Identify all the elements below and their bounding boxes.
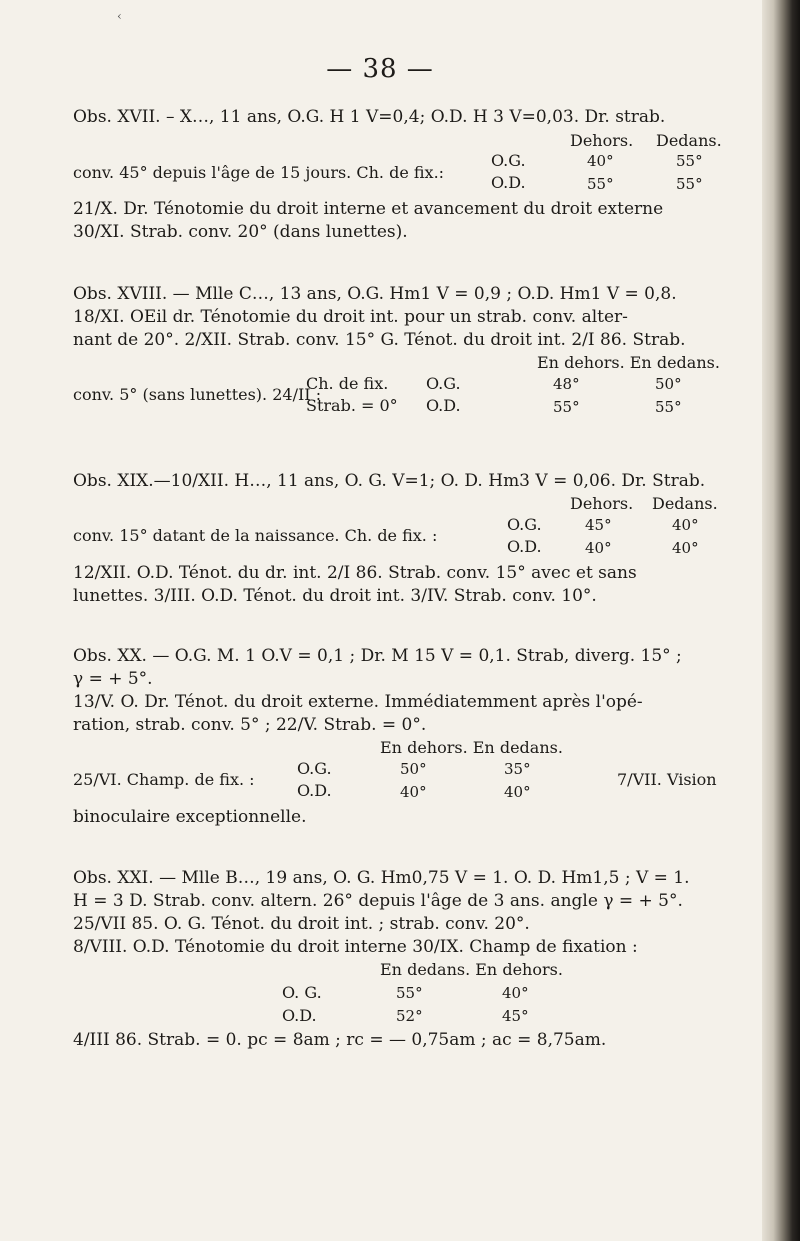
- obs21-line4: 8/VIII. O.D. Ténotomie du droit interne 30/IX. Champ de fixation :: [73, 937, 638, 957]
- obs20-od: O.D.: [297, 781, 332, 800]
- obs19-hdr-dehors: Dehors.: [570, 494, 634, 513]
- obs20-og-dehors: 50°: [400, 760, 427, 778]
- obs20-line2: γ = + 5°.: [73, 669, 153, 689]
- obs17-og-dedans: 55°: [676, 152, 703, 170]
- obs21-line1: Obs. XXI. — Mlle B…, 19 ans, O. G. Hm0,75 V = 1. O. D. Hm1,5 ; V = 1.: [73, 868, 690, 888]
- obs21-og-dehors: 40°: [502, 984, 529, 1002]
- obs18-od-dedans: 55°: [655, 398, 682, 416]
- obs19-od-dedans: 40°: [672, 539, 699, 557]
- obs19-line1: Obs. XIX.—10/XII. H…, 11 ans, O. G. V=1; O. D. Hm3 V = 0,06. Dr. Strab.: [73, 471, 706, 491]
- obs18-og-dehors: 48°: [553, 375, 580, 393]
- obs21-og: O. G.: [282, 983, 322, 1002]
- obs21-line2: H = 3 D. Strab. conv. altern. 26° depuis l'âge de 3 ans. angle γ = + 5°.: [73, 891, 683, 911]
- obs20-after: 7/VII. Vision: [617, 770, 717, 789]
- obs20-date: 25/VI. Champ. de fix. :: [73, 770, 255, 789]
- obs18-og: O.G.: [426, 374, 461, 393]
- obs17-og: O.G.: [491, 151, 526, 170]
- obs21-od: O.D.: [282, 1006, 317, 1025]
- obs17-og-dehors: 40°: [587, 152, 614, 170]
- obs21-line3: 25/VII 85. O. G. Ténot. du droit int. ; strab. conv. 20°.: [73, 914, 530, 934]
- obs19-hdr-dedans: Dedans.: [652, 494, 718, 513]
- obs19-og: O.G.: [507, 515, 542, 534]
- obs19-line5: lunettes. 3/III. O.D. Ténot. du droit int. 3/IV. Strab. conv. 10°.: [73, 586, 597, 606]
- obs17-od-dedans: 55°: [676, 175, 703, 193]
- obs19-od-dehors: 40°: [585, 539, 612, 557]
- obs17-conv: conv. 45° depuis l'âge de 15 jours. Ch. de fix.:: [73, 163, 445, 182]
- obs19-og-dedans: 40°: [672, 516, 699, 534]
- obs20-line1: Obs. XX. — O.G. M. 1 O.V = 0,1 ; Dr. M 15 V = 0,1. Strab, diverg. 15° ;: [73, 646, 682, 666]
- obs17-hdr-dehors: Dehors.: [570, 131, 634, 150]
- obs20-line6: binoculaire exceptionnelle.: [73, 807, 307, 827]
- obs18-strab0: Strab. = 0°: [306, 396, 398, 415]
- obs19-conv: conv. 15° datant de la naissance. Ch. de fix. :: [73, 526, 438, 545]
- book-spine-shadow: [762, 0, 800, 1241]
- obs18-line3: nant de 20°. 2/XII. Strab. conv. 15° G. Ténot. du droit int. 2/I 86. Strab.: [73, 330, 686, 350]
- obs21-line7: 4/III 86. Strab. = 0. pc = 8am ; rc = — 0,75am ; ac = 8,75am.: [73, 1030, 607, 1050]
- obs20-og-dedans: 35°: [504, 760, 531, 778]
- stray-mark: ‹: [117, 9, 122, 23]
- obs19-og-dehors: 45°: [585, 516, 612, 534]
- obs17-line1: Obs. XVII. – X…, 11 ans, O.G. H 1 V=0,4; O.D. H 3 V=0,03. Dr. strab.: [73, 107, 666, 127]
- obs19-od: O.D.: [507, 537, 542, 556]
- obs17-line5: 30/XI. Strab. conv. 20° (dans lunettes).: [73, 222, 408, 242]
- page-number: — 38 —: [326, 54, 434, 84]
- obs17-od: O.D.: [491, 173, 526, 192]
- obs17-line4: 21/X. Dr. Ténotomie du droit interne et avancement du droit externe: [73, 199, 664, 219]
- obs20-od-dehors: 40°: [400, 783, 427, 801]
- obs18-line2: 18/XI. OEil dr. Ténotomie du droit int. pour un strab. conv. alter-: [73, 307, 628, 327]
- obs18-og-dedans: 50°: [655, 375, 682, 393]
- obs20-line4: ration, strab. conv. 5° ; 22/V. Strab. = 0°.: [73, 715, 427, 735]
- obs21-od-dehors: 45°: [502, 1007, 529, 1025]
- obs18-od-dehors: 55°: [553, 398, 580, 416]
- obs19-line4: 12/XII. O.D. Ténot. du dr. int. 2/I 86. Strab. conv. 15° avec et sans: [73, 563, 637, 583]
- obs18-line1: Obs. XVIII. — Mlle C…, 13 ans, O.G. Hm1 V = 0,9 ; O.D. Hm1 V = 0,8.: [73, 284, 677, 304]
- obs17-od-dehors: 55°: [587, 175, 614, 193]
- obs20-od-dedans: 40°: [504, 783, 531, 801]
- obs20-og: O.G.: [297, 759, 332, 778]
- obs17-hdr-dedans: Dedans.: [656, 131, 722, 150]
- obs20-line3: 13/V. O. Dr. Ténot. du droit externe. Immédiatemment après l'opé-: [73, 692, 643, 712]
- obs21-og-dedans: 55°: [396, 984, 423, 1002]
- obs18-conv: conv. 5° (sans lunettes). 24/II :: [73, 385, 322, 404]
- obs18-hdr: En dehors. En dedans.: [537, 353, 720, 372]
- obs21-od-dedans: 52°: [396, 1007, 423, 1025]
- obs18-chfix: Ch. de fix.: [306, 374, 389, 393]
- obs18-od: O.D.: [426, 396, 461, 415]
- obs21-hdr: En dedans. En dehors.: [380, 960, 563, 979]
- obs20-hdr: En dehors. En dedans.: [380, 738, 563, 757]
